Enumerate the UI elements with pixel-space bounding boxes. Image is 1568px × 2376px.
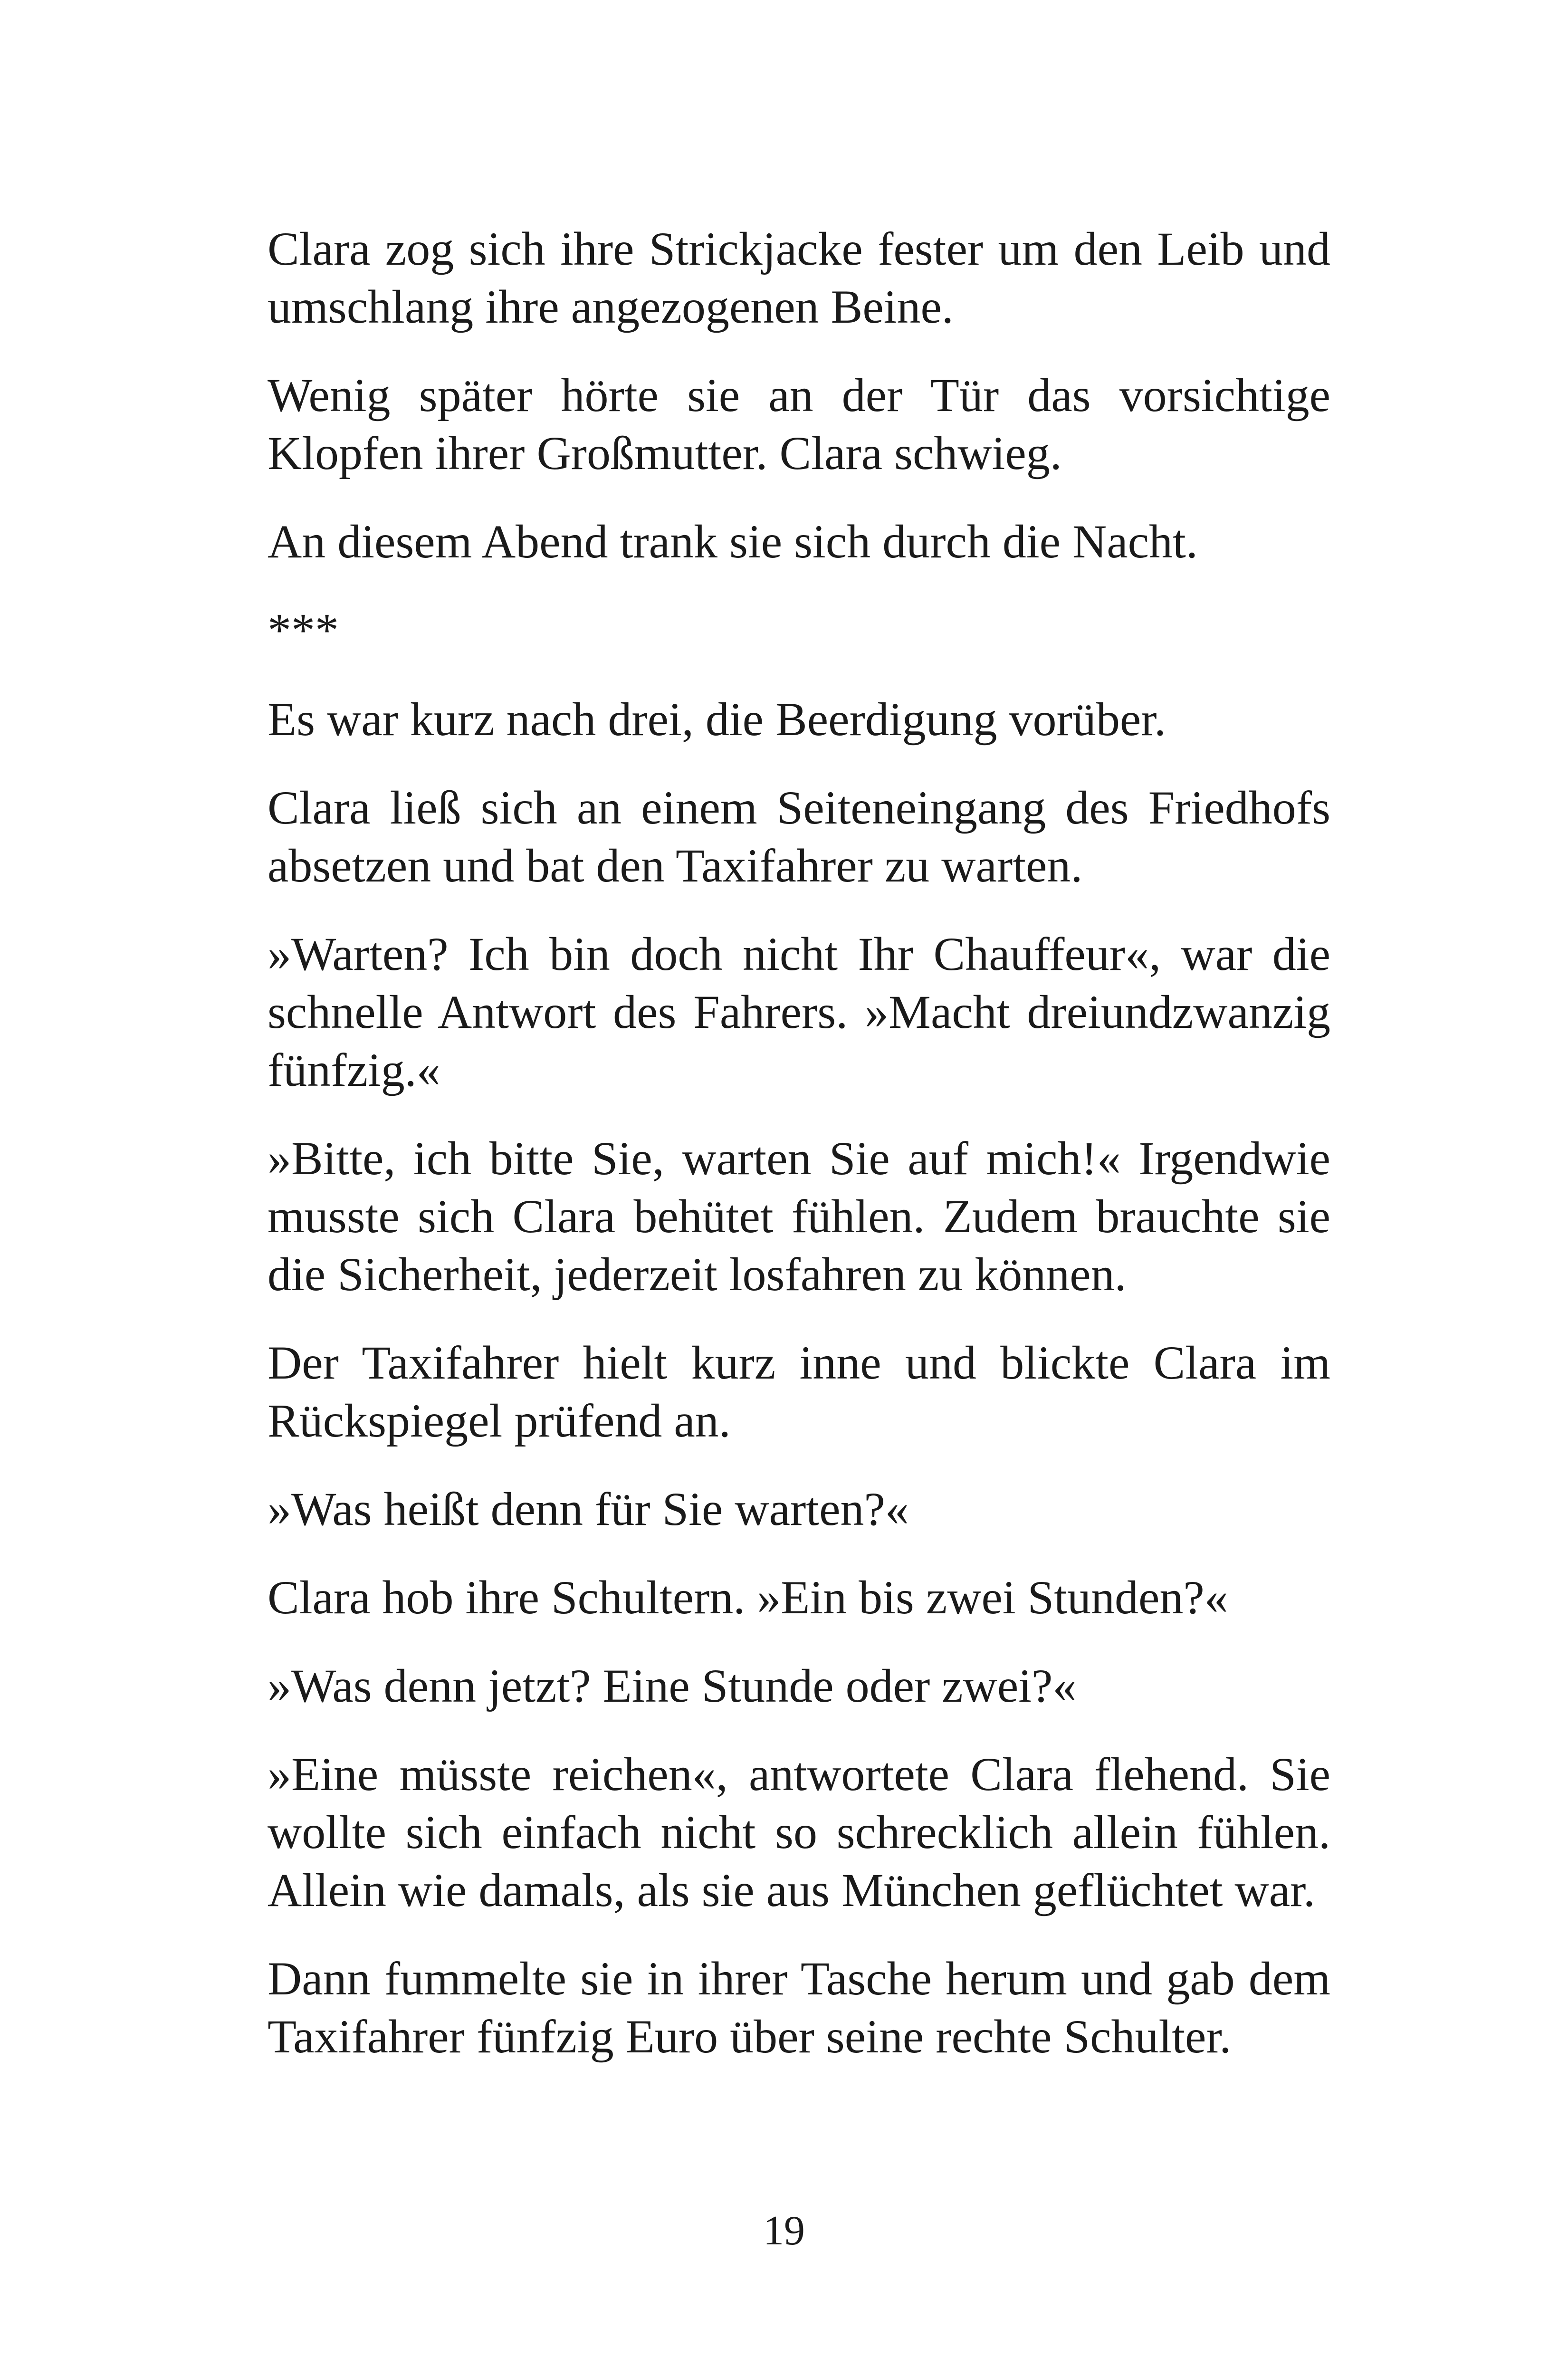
paragraph: Clara hob ihre Schultern. »Ein bis zwei Stunden?« — [268, 1571, 1228, 1624]
paragraph: Wenig später hörte sie an der Tür das vorsichtige Klopfen ihrer Großmutter. Clara schwieg. — [268, 369, 1330, 479]
body-text — [268, 220, 1330, 2096]
page-number: 19 — [763, 2208, 805, 2254]
paragraph: Der Taxifahrer hielt kurz inne und blickte Clara im Rückspiegel prüfend an. — [268, 1336, 1330, 1447]
paragraph: Es war kurz nach drei, die Beerdigung vorüber. — [268, 693, 1166, 746]
paragraph: »Was heißt denn für Sie warten?« — [268, 1483, 909, 1535]
scene-separator: *** — [268, 604, 339, 656]
paragraph: »Warten? Ich bin doch nicht Ihr Chauffeur«, war die schnelle Antwort des Fahrers. »Macht dreiundzwanzig fünfzig.« — [268, 928, 1330, 1096]
paragraph: »Was denn jetzt? Eine Stunde oder zwei?« — [268, 1659, 1077, 1712]
paragraph: »Bitte, ich bitte Sie, warten Sie auf mich!« Irgendwie musste sich Clara behütet fühlen. Zudem brauchte sie die Sicherheit, jederzeit losfahren zu können. — [268, 1132, 1330, 1301]
paragraph: Dann fummelte sie in ihrer Tasche herum und gab dem Taxifahrer fünfzig Euro über seine rechte Schulter. — [268, 1952, 1330, 2063]
paragraph: Clara zog sich ihre Strickjacke fester um den Leib und umschlang ihre angezogenen Beine. — [268, 222, 1330, 333]
paragraph: Clara ließ sich an einem Seiteneingang des Friedhofs absetzen und bat den Taxifahrer zu warten. — [268, 781, 1330, 892]
paragraph: »Eine müsste reichen«, antwortete Clara flehend. Sie wollte sich einfach nicht so schrecklich allein fühlen. Allein wie damals, als sie aus München geflüchtet war. — [268, 1748, 1330, 1916]
paragraph: An diesem Abend trank sie sich durch die Nacht. — [268, 515, 1198, 568]
